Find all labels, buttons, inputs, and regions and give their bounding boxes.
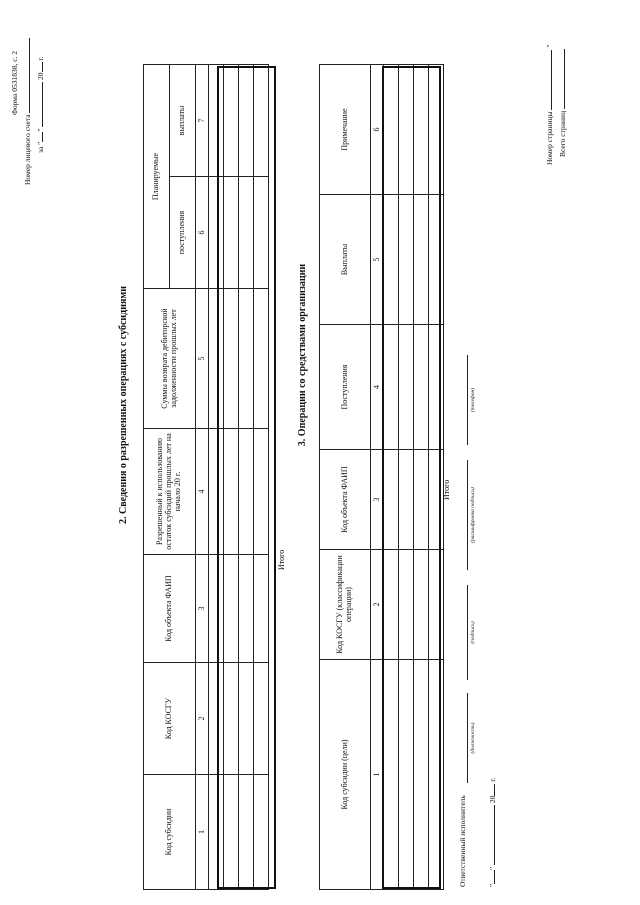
s2-num: 3	[196, 555, 209, 663]
header-date-prefix: за "	[36, 141, 45, 153]
s2-num: 7	[196, 65, 209, 177]
form-label: Форма 0531838, с. 2	[10, 50, 19, 115]
header-year-suffix: г.	[36, 56, 45, 61]
s3-col-payments: Выплаты	[320, 195, 371, 325]
header-date-quote: "	[36, 128, 45, 132]
s3-data-frame	[382, 66, 441, 889]
phone-label: (телефон)	[470, 387, 476, 413]
page-number-field[interactable]	[551, 50, 552, 110]
s2-col-faip: Код объекта ФАИП	[144, 555, 196, 663]
s3-col-kosgu: Код КОСГУ (классификации операции)	[320, 550, 371, 660]
s2-col-receivables-return: Суммы возврата дебиторской задолженности прошлых лет	[144, 289, 196, 429]
s2-col-kosgu: Код КОСГУ	[144, 663, 196, 775]
position-label: (должность)	[470, 722, 476, 754]
s3-col-note: Примечание	[320, 65, 371, 195]
section2-title: 2. Сведения о разрешенных операциях с субсидиями	[118, 286, 129, 524]
s3-num: 1	[371, 660, 384, 890]
sig-year-suffix: г.	[488, 777, 497, 782]
s3-num: 3	[371, 450, 384, 550]
decode-field[interactable]	[467, 460, 468, 570]
s2-col-planned-receipts: поступления	[170, 177, 196, 289]
s2-num: 6	[196, 177, 209, 289]
s2-data-frame	[217, 66, 276, 889]
sig-month-field[interactable]	[494, 805, 495, 865]
account-label-text: Номер лицевого счета	[23, 114, 32, 185]
s3-total-label: Итого	[442, 479, 451, 500]
s3-col-receipts: Поступления	[320, 325, 371, 450]
s2-num: 1	[196, 775, 209, 890]
total-pages-field[interactable]	[564, 49, 565, 109]
phone-field[interactable]	[467, 355, 468, 445]
sig-year-prefix: 20	[488, 795, 497, 804]
s2-col-subsidy-code: Код субсидии	[144, 775, 196, 890]
account-label	[23, 38, 32, 185]
total-pages-row	[558, 49, 567, 157]
signature-field[interactable]	[467, 585, 468, 680]
sig-year-field[interactable]	[494, 784, 495, 796]
header-year-field[interactable]	[42, 62, 43, 72]
s2-num: 5	[196, 289, 209, 429]
s3-num: 4	[371, 325, 384, 450]
section3-title: 3. Операции со средствами организации	[297, 263, 308, 447]
sign-label: (подпись)	[470, 621, 476, 644]
executor-label: Ответственный исполнитель	[458, 795, 467, 887]
account-number-field[interactable]	[29, 38, 30, 113]
header-day-field[interactable]	[42, 132, 43, 142]
sig-day-field[interactable]	[494, 870, 495, 884]
header-month-field[interactable]	[42, 82, 43, 127]
position-field[interactable]	[467, 693, 468, 783]
s3-num: 5	[371, 195, 384, 325]
s2-col-planned: Планируемые	[144, 65, 170, 289]
s2-col-planned-payments: выплаты	[170, 65, 196, 177]
header-year-prefix: 20	[36, 72, 45, 80]
s3-num: 2	[371, 550, 384, 660]
s2-total-label: Итого	[277, 549, 286, 570]
s3-num: 6	[371, 65, 384, 195]
s3-col-faip: Код объекта ФАИП	[320, 450, 371, 550]
s2-col-remaining-balance: Разрешенный к использованию остаток субсидий прошлых лет на начало 20 г.	[144, 429, 196, 555]
page-number-quote: "	[545, 44, 554, 48]
s2-num: 4	[196, 429, 209, 555]
sig-date-open: "	[488, 883, 497, 887]
s2-num: 2	[196, 663, 209, 775]
signature-date	[488, 778, 497, 887]
decode-label: (расшифровка подписи)	[470, 487, 476, 543]
sig-date-close: "	[488, 866, 497, 870]
page-number-label: Номер страницы	[545, 111, 554, 165]
s3-col-subsidy-code: Код субсидии (цели)	[320, 660, 371, 890]
total-pages-label: Всего страниц	[558, 110, 567, 157]
page-number-row	[545, 45, 554, 165]
header-date	[36, 56, 45, 153]
